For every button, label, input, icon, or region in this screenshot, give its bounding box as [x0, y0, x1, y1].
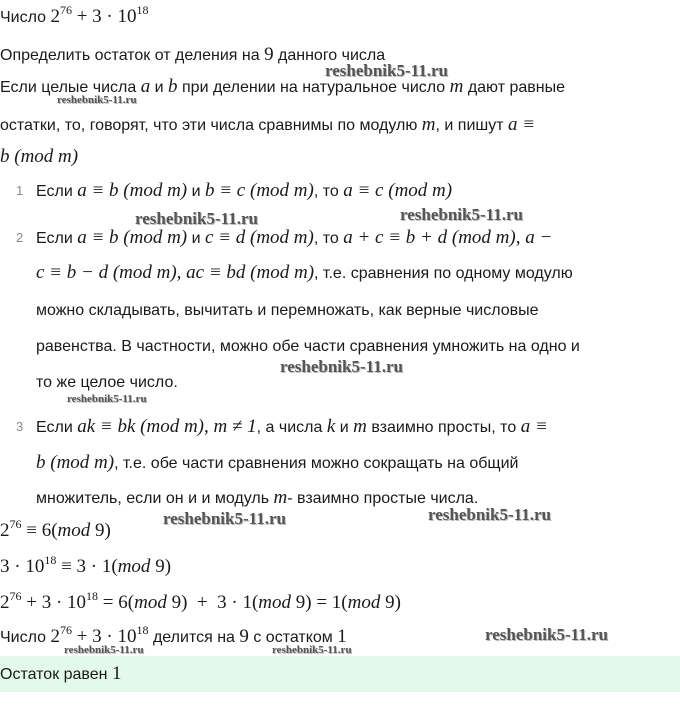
- task-text: Определить остаток от деления на: [0, 47, 260, 64]
- rule-math: ak ≡ bk (mod m), m ≠ 1: [77, 416, 257, 437]
- rule-3-line-3: [36, 487, 478, 510]
- def-a: a: [140, 76, 151, 97]
- def-and: и: [154, 79, 164, 96]
- rule-text: , т.е. сравнения по одному модулю: [314, 265, 573, 282]
- def-text: при делении на натуральное число: [182, 79, 446, 96]
- rule-math: c ≡ b − d (mod m), ac ≡ bd (mod m): [36, 262, 315, 283]
- title-line: [0, 2, 149, 29]
- rule-2-line-2: [36, 262, 573, 285]
- answer-line: [0, 663, 121, 686]
- calc-line-1: $2^{76} \equiv 6(mod$ 9): [0, 516, 111, 541]
- rule-text: Если: [36, 230, 73, 247]
- list-number: 2: [16, 230, 24, 245]
- def-m: m: [449, 76, 464, 97]
- task-nine: 9: [264, 44, 274, 65]
- rule-text: , то: [313, 230, 339, 247]
- conclusion-math: $2^{76} + 3 \cdot 10^{18}$: [50, 622, 149, 647]
- def-b: b: [168, 76, 178, 97]
- rule-text: , т.е. обе части сравнения можно сокращать на общий: [114, 455, 519, 472]
- watermark: reshebnik5-11.ru: [272, 644, 352, 656]
- watermark: reshebnik5-11.ru: [57, 94, 137, 106]
- rule-3-line-1: [36, 416, 548, 439]
- rule-text: множитель, если он и и модуль: [36, 490, 270, 507]
- watermark: reshebnik5-11.ru: [428, 505, 551, 524]
- conclusion-nine: 9: [239, 626, 249, 647]
- rule-text: Если: [36, 183, 73, 200]
- rule-text: Если: [36, 419, 73, 436]
- watermark: reshebnik5-11.ru: [64, 644, 144, 656]
- rule-3-line-2: [36, 452, 518, 475]
- rule-math: k: [326, 416, 336, 437]
- conclusion-text: Число: [0, 629, 47, 646]
- rule-math: a ≡ b (mod m): [77, 227, 188, 248]
- def-math: b (mod m): [0, 146, 79, 167]
- definition-line-3: [0, 146, 78, 169]
- rule-math: b (mod m): [36, 452, 115, 473]
- rule-math: a + c ≡ b + d (mod m), a −: [343, 227, 553, 248]
- rule-2-line-5: то же целое число.: [36, 374, 178, 391]
- rule-text: , то: [313, 183, 339, 200]
- rule-math: a ≡ b (mod m): [77, 180, 188, 201]
- conclusion-text: делится на: [152, 629, 235, 646]
- rule-math: a ≡ c (mod m): [343, 180, 453, 201]
- rule-2-line-4: равенства. В частности, можно обе части сравнения умножить на одно и: [36, 338, 580, 355]
- rule-1: [36, 180, 452, 203]
- watermark: reshebnik5-11.ru: [163, 509, 286, 528]
- conclusion-text: с остатком: [253, 629, 333, 646]
- rule-text: , а числа: [256, 419, 323, 436]
- def-text: , и пишут: [435, 117, 504, 134]
- list-number: 1: [16, 183, 24, 198]
- rule-2-line-3: можно складывать, вычитать и перемножать, как верные числовые: [36, 302, 539, 319]
- rule-text: и: [191, 183, 201, 200]
- list-number: 3: [16, 419, 24, 434]
- rule-math: b ≡ c (mod m): [204, 180, 314, 201]
- def-text: остатки, то, говорят, что эти числа сравнимы по модулю: [0, 117, 418, 134]
- watermark: reshebnik5-11.ru: [67, 393, 147, 405]
- def-m: m: [421, 114, 436, 135]
- calc-line-2: $3 \cdot 10^{18} \equiv 3 \cdot 1(mod$ 9): [0, 552, 172, 577]
- def-math: a ≡: [508, 114, 536, 135]
- rule-text: - взаимно простые числа.: [287, 490, 479, 507]
- rule-math: c ≡ d (mod m): [204, 227, 314, 248]
- rule-text: взаимно просты, то: [371, 419, 517, 436]
- rule-text: и: [339, 419, 349, 436]
- watermark: reshebnik5-11.ru: [400, 205, 523, 224]
- answer-label: Остаток равен: [0, 666, 108, 683]
- definition-line-2: [0, 114, 535, 137]
- def-text: Если целые числа: [0, 79, 137, 96]
- rule-2-line-1: [36, 227, 552, 250]
- watermark: reshebnik5-11.ru: [485, 625, 608, 644]
- answer-value: 1: [111, 663, 122, 684]
- title-math: $2^{76} + 3 \cdot 10^{18}$: [50, 2, 149, 27]
- task-text-after: данного числа: [278, 47, 386, 64]
- watermark: reshebnik5-11.ru: [135, 209, 258, 228]
- calc-line-3: $2^{76} + 3 \cdot 10^{18} = 6(mod$ 9) + 3 · 1(mod 9) = 1(mod 9): [0, 588, 401, 613]
- rule-math: a ≡: [520, 416, 548, 437]
- watermark: reshebnik5-11.ru: [325, 61, 448, 80]
- title-word: Число: [0, 9, 47, 26]
- rule-math: m: [273, 487, 288, 508]
- conclusion-one: 1: [337, 626, 347, 647]
- def-text: дают равные: [467, 79, 565, 96]
- rule-text: и: [191, 230, 201, 247]
- watermark: reshebnik5-11.ru: [280, 357, 403, 376]
- rule-math: m: [353, 416, 367, 437]
